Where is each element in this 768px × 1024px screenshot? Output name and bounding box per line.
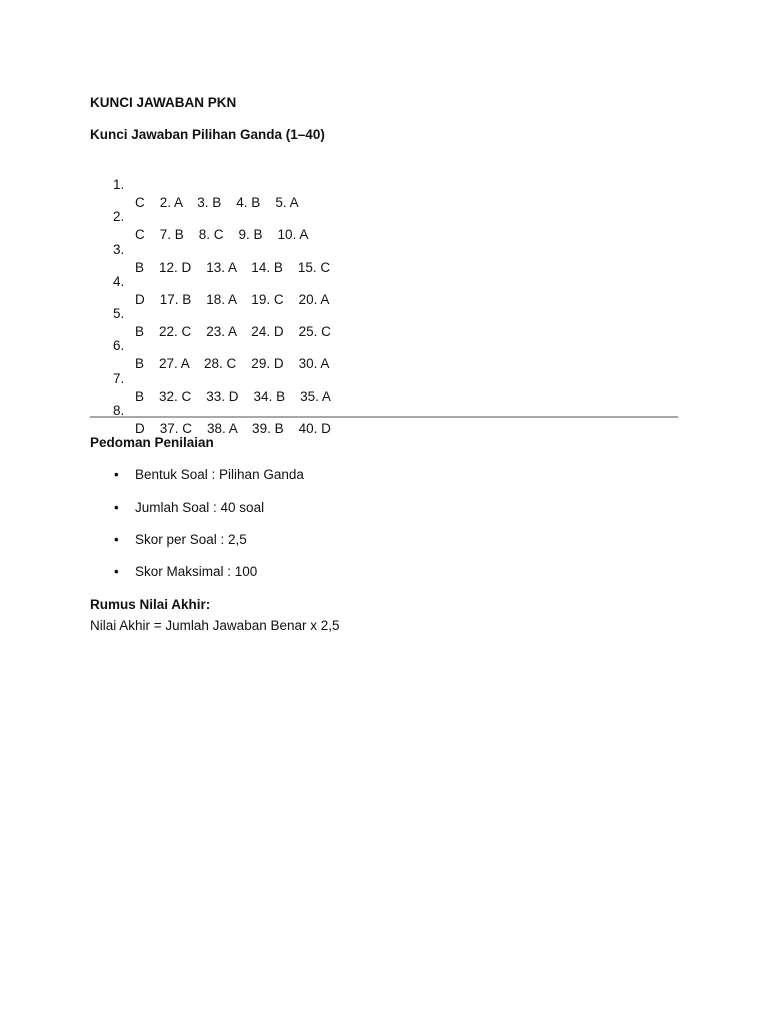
- answer-row: [90, 287, 680, 340]
- answer-row: [90, 384, 680, 437]
- list-item-text: Skor per Soal : 2,5: [135, 531, 247, 547]
- answer-row: [90, 352, 680, 404]
- answer-row: [90, 158, 680, 210]
- document-page: [90, 94, 680, 635]
- list-item: [90, 499, 680, 517]
- answer-row-number: 4.: [113, 273, 125, 289]
- bullet-icon: •: [114, 564, 119, 580]
- answer-row-number: 6.: [113, 338, 125, 354]
- answer-key-heading: Kunci Jawaban Pilihan Ganda (1–40): [90, 127, 325, 142]
- answer-row-number: 1.: [113, 177, 125, 192]
- answer-key-list: [90, 158, 680, 437]
- list-item: [90, 531, 680, 549]
- list-item: [90, 466, 680, 484]
- answer-row: [90, 255, 680, 307]
- answer-row-text: C 7. B 8. C 9. B 10. A: [135, 227, 309, 243]
- answer-row-text: C 2. A 3. B 4. B 5. A: [135, 195, 299, 210]
- bullet-icon: •: [114, 467, 119, 483]
- answer-row-text: B 27. A 28. C 29. D 30. A: [135, 356, 330, 372]
- bullet-icon: •: [114, 531, 119, 547]
- answer-row-number: 5.: [113, 306, 125, 322]
- answer-row-number: 3.: [113, 241, 125, 257]
- answer-row-number: 2.: [113, 209, 125, 225]
- answer-row: [90, 190, 680, 243]
- answer-row-text: B 32. C 33. D 34. B 35. A: [135, 388, 331, 404]
- formula-text: Nilai Akhir = Jumlah Jawaban Benar x 2,5: [90, 617, 340, 633]
- list-item: [90, 563, 680, 581]
- answer-row-number: 8.: [113, 403, 125, 419]
- document-title: KUNCI JAWABAN PKN: [90, 95, 237, 110]
- answer-row-text: D 37. C 38. A 39. B 40. D: [135, 421, 331, 437]
- formula-heading: Rumus Nilai Akhir:: [90, 596, 211, 612]
- list-item-text: Jumlah Soal : 40 soal: [135, 499, 265, 515]
- list-item-text: Bentuk Soal : Pilihan Ganda: [135, 467, 304, 483]
- answer-row-text: B 22. C 23. A 24. D 25. C: [135, 324, 331, 340]
- answer-row: [90, 223, 680, 275]
- horizontal-divider: [90, 416, 678, 418]
- answer-row-text: B 12. D 13. A 14. B 15. C: [135, 259, 331, 275]
- answer-row-text: D 17. B 18. A 19. C 20. A: [135, 291, 330, 307]
- grading-list: [90, 466, 680, 581]
- answer-row-number: 7.: [113, 370, 125, 386]
- bullet-icon: •: [114, 499, 119, 515]
- answer-row: [90, 319, 680, 372]
- list-item-text: Skor Maksimal : 100: [135, 564, 258, 580]
- grading-heading: Pedoman Penilaian: [90, 435, 214, 451]
